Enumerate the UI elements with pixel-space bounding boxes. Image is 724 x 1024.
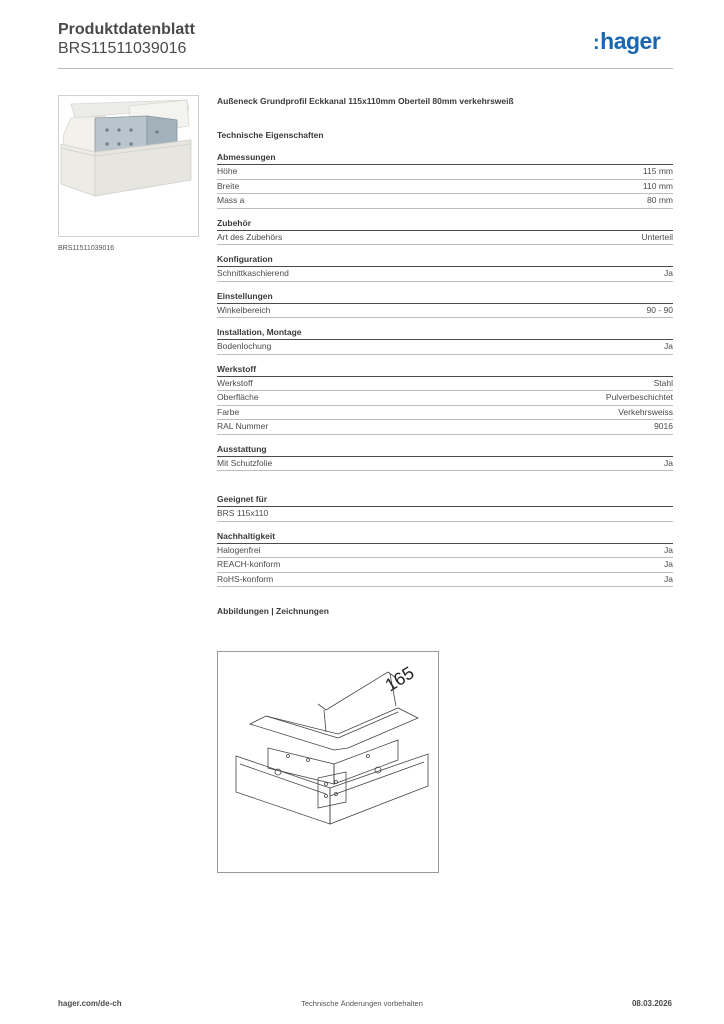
- spec-row: [217, 231, 673, 246]
- spec-row: [217, 558, 673, 573]
- spec-row: [217, 391, 673, 406]
- footer-notice: Technische Änderungen vorbehalten: [301, 999, 423, 1008]
- spec-value: 90 - 90: [646, 304, 673, 315]
- tech-heading: Technische Eigenschaften: [217, 130, 324, 140]
- spec-row: [217, 406, 673, 421]
- spec-row: [217, 180, 673, 195]
- spec-label: RAL Nummer: [217, 421, 269, 431]
- spec-label: Halogenfrei: [217, 544, 261, 555]
- dimension-label: 165: [381, 662, 418, 696]
- footer-website[interactable]: hager.com/de-ch: [58, 999, 122, 1008]
- spec-section: [217, 522, 673, 588]
- spec-value: Ja: [664, 573, 673, 584]
- spec-row: [217, 377, 673, 392]
- spec-value: Verkehrsweiss: [618, 406, 673, 417]
- spec-value: Ja: [664, 457, 673, 468]
- spec-row: [217, 457, 673, 472]
- spec-section: [217, 143, 673, 209]
- spec-value: Ja: [664, 559, 673, 569]
- drawings-heading: Abbildungen | Zeichnungen: [217, 606, 329, 616]
- spec-content: [217, 96, 673, 616]
- spec-label: REACH-konform: [217, 559, 281, 569]
- product-title: Außeneck Grundprofil Eckkanal 115x110mm Oberteil 80mm verkehrsweiß: [217, 96, 514, 106]
- spec-row: [217, 573, 673, 588]
- spec-label: Mit Schutzfolie: [217, 457, 273, 468]
- spec-value: Ja: [664, 268, 673, 278]
- spec-label: Winkelbereich: [217, 304, 271, 315]
- section-title: Konfiguration: [217, 245, 673, 267]
- spec-section: [217, 435, 673, 472]
- thumbnail-caption: BRS11511039016: [58, 245, 115, 252]
- section-title: Einstellungen: [217, 282, 673, 304]
- section-title: Abmessungen: [217, 143, 673, 165]
- product-thumbnail: [58, 95, 199, 237]
- spec-label: Farbe: [217, 406, 240, 417]
- spec-value: Unterteil: [641, 231, 673, 242]
- spec-label: Oberfläche: [217, 392, 259, 402]
- spec-label: Werkstoff: [217, 377, 253, 388]
- spec-sections: [217, 143, 673, 587]
- article-number: BRS11511039016: [58, 40, 187, 57]
- section-title: Zubehör: [217, 209, 673, 231]
- spec-label: Art des Zubehörs: [217, 231, 283, 242]
- section-title: Installation, Montage: [217, 318, 673, 340]
- spec-label: Breite: [217, 180, 240, 191]
- spec-row: [217, 304, 673, 319]
- page-title: Produktdatenblatt: [58, 21, 195, 38]
- spec-value: 9016: [654, 421, 673, 431]
- spec-section: [217, 245, 673, 282]
- spec-value: Stahl: [653, 377, 673, 388]
- section-title: Geeignet für: [217, 485, 673, 507]
- section-title: Werkstoff: [217, 355, 673, 377]
- product-image: [59, 96, 198, 236]
- spec-section: [217, 318, 673, 355]
- spec-value: 110 mm: [642, 180, 673, 191]
- spec-row: [217, 544, 673, 559]
- spec-row: [217, 340, 673, 355]
- spec-row: [217, 267, 673, 282]
- spec-section: [217, 355, 673, 435]
- spec-label: Mass a: [217, 195, 245, 205]
- footer-date: 08.03.2026: [631, 999, 672, 1008]
- spec-value: Ja: [664, 544, 673, 555]
- spec-section: [217, 485, 673, 522]
- spec-label: Bodenlochung: [217, 341, 272, 351]
- spec-value: 80 mm: [647, 195, 673, 205]
- spec-section: [217, 282, 673, 319]
- spec-row: [217, 420, 673, 435]
- header-divider: [58, 68, 673, 69]
- drawing-svg: [218, 652, 438, 872]
- technical-drawing: [217, 651, 439, 873]
- spec-row: [217, 165, 673, 180]
- spec-value: Ja: [664, 341, 673, 351]
- spec-label: Höhe: [217, 166, 238, 176]
- section-spacer: [217, 471, 673, 485]
- section-title: Nachhaltigkeit: [217, 522, 673, 544]
- spec-row: [217, 194, 673, 209]
- spec-value: Pulverbeschichtet: [605, 392, 673, 402]
- spec-row: [217, 507, 673, 522]
- spec-value: 115 mm: [642, 166, 673, 176]
- spec-label: RoHS-konform: [217, 573, 274, 584]
- spec-label: BRS 115x110: [217, 508, 269, 518]
- section-title: Ausstattung: [217, 435, 673, 457]
- spec-label: Schnittkaschierend: [217, 268, 289, 278]
- hager-logo: :hager: [593, 28, 661, 54]
- spec-section: [217, 209, 673, 246]
